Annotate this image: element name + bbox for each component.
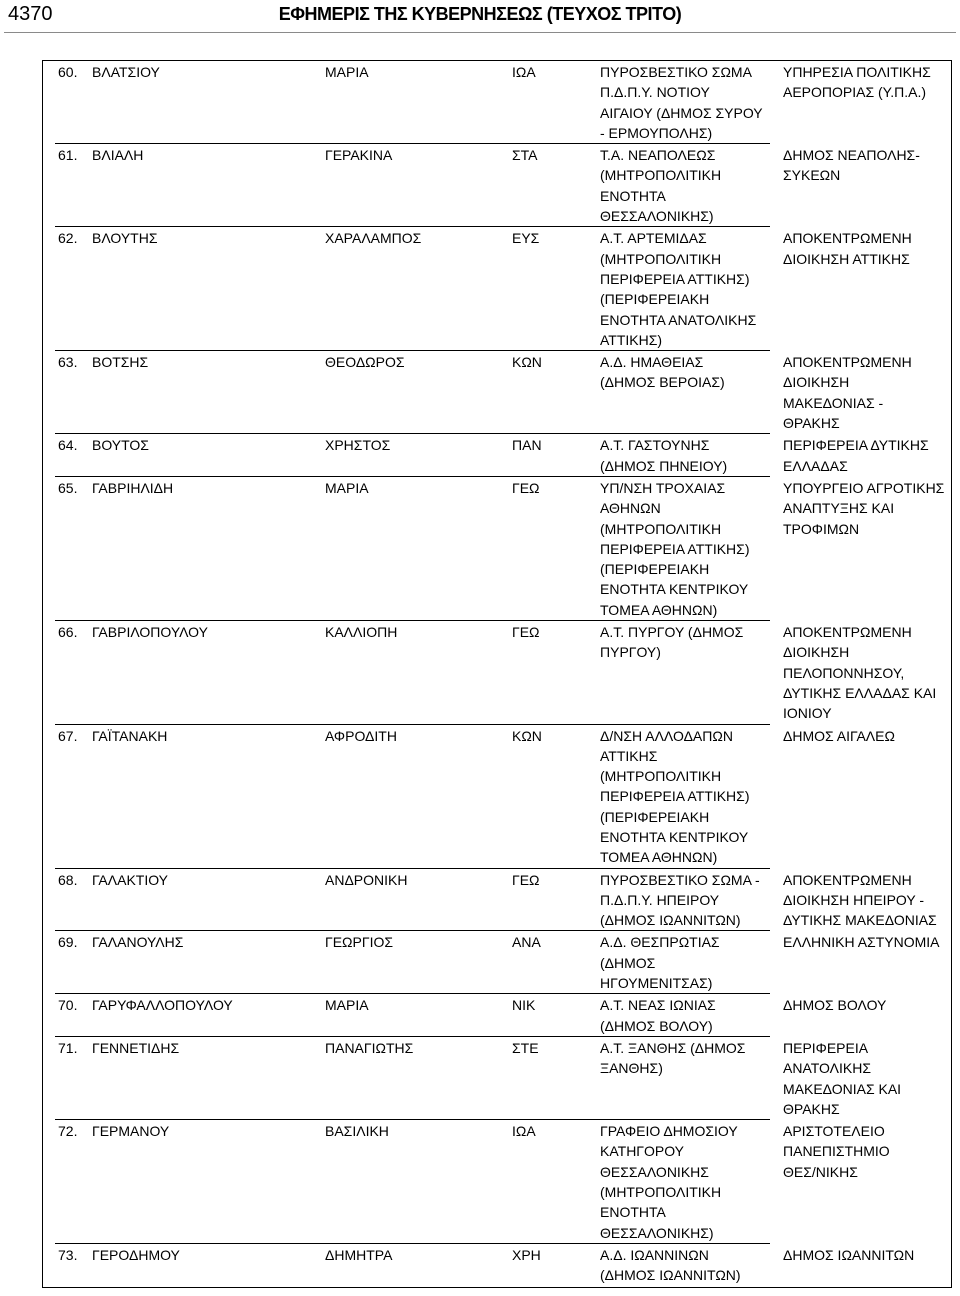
current-service-line: Α.Δ. ΗΜΑΘΕΙΑΣ bbox=[600, 354, 704, 371]
new-service-cell bbox=[783, 995, 951, 1036]
current-service-line: ΑΘΗΝΩΝ bbox=[600, 500, 661, 517]
current-service-line: ΞΑΝΘΗΣ) bbox=[600, 1060, 663, 1077]
father-name: ΓΕΩ bbox=[512, 871, 540, 888]
name-cell bbox=[43, 726, 325, 868]
new-service-line: ΔΙΟΙΚΗΣΗ bbox=[783, 374, 850, 391]
name-cell bbox=[43, 352, 325, 433]
current-service-line: ΠΥΡΟΣΒΕΣΤΙΚΟ ΣΩΜΑ bbox=[600, 64, 752, 80]
current-service-line: (ΜΗΤΡΟΠΟΛΙΤΙΚΗ bbox=[600, 1184, 722, 1201]
name-cell bbox=[43, 1245, 325, 1286]
name-cell bbox=[43, 1121, 325, 1243]
current-service-line: Α.Δ. ΘΕΣΠΡΩΤΙΑΣ bbox=[600, 934, 720, 951]
new-service-line: ΠΕΡΙΦΕΡΕΙΑ ΔΥΤΙΚΗΣ bbox=[783, 437, 929, 454]
table-row bbox=[43, 1244, 951, 1287]
current-service-line: ΠΥΡΓΟΥ) bbox=[600, 644, 661, 661]
entry-number: 63. bbox=[58, 354, 78, 371]
name-cell bbox=[43, 995, 325, 1036]
current-service-cell bbox=[600, 870, 783, 931]
current-service-line: ΠΕΡΙΦΕΡΕΙΑ ΑΤΤΙΚΗΣ) bbox=[600, 270, 750, 287]
current-service-cell bbox=[600, 932, 783, 993]
current-service-line: Π.Δ.Π.Υ. ΗΠΕΙΡΟΥ bbox=[600, 891, 720, 908]
current-service-line: Α.Τ. ΞΑΝΘΗΣ (ΔΗΜΟΣ bbox=[600, 1039, 746, 1056]
new-service-line: ΙΟΝΙΟΥ bbox=[783, 705, 832, 722]
father-name: ΣΤΑ bbox=[512, 147, 538, 164]
first-name: ΒΑΣΙΛΙΚΗ bbox=[325, 1123, 389, 1140]
first-name: ΜΑΡΙΑ bbox=[325, 479, 369, 496]
new-service-line: ΕΛΛΗΝΙΚΗ ΑΣΤΥΝΟΜΙΑ bbox=[783, 934, 940, 951]
current-service-line: (ΜΗΤΡΟΠΟΛΙΤΙΚΗ bbox=[600, 167, 722, 184]
surname: ΒΛΙΑΛΗ bbox=[92, 147, 144, 164]
new-service-line: ΔΗΜΟΣ ΝΕΑΠΟΛΗΣ- bbox=[783, 147, 920, 164]
current-service-line: ΕΝΟΤΗΤΑ bbox=[600, 1204, 666, 1221]
new-service-line: ΜΑΚΕΔΟΝΙΑΣ ΚΑΙ bbox=[783, 1080, 902, 1097]
table-row bbox=[43, 227, 951, 351]
surname: ΓΑΡΥΦΑΛΛΟΠΟΥΛΟΥ bbox=[92, 997, 233, 1014]
first-name: ΧΡΗΣΤΟΣ bbox=[325, 437, 391, 454]
new-service-cell bbox=[783, 228, 951, 350]
current-service-line: ΑΤΤΙΚΗΣ bbox=[600, 747, 658, 764]
current-service-line: (ΜΗΤΡΟΠΟΛΙΤΙΚΗ bbox=[600, 250, 722, 267]
father-name: ΚΩΝ bbox=[512, 727, 542, 744]
new-service-line: ΕΛΛΑΔΑΣ bbox=[783, 457, 848, 474]
current-service-cell bbox=[600, 1121, 783, 1243]
table-row bbox=[43, 931, 951, 994]
father-name: ΙΩΑ bbox=[512, 1123, 536, 1140]
father-name: ΚΩΝ bbox=[512, 354, 542, 371]
entry-number: 66. bbox=[58, 624, 78, 641]
new-service-line: ΔΥΤΙΚΗΣ ΜΑΚΕΔΟΝΙΑΣ bbox=[783, 912, 937, 929]
surname: ΒΟΥΤΟΣ bbox=[92, 437, 149, 454]
new-service-line: ΑΠΟΚΕΝΤΡΩΜΕΝΗ bbox=[783, 624, 912, 641]
current-service-line: Π.Δ.Π.Υ. ΝΟΤΙΟΥ bbox=[600, 84, 710, 101]
current-service-line: Δ/ΝΣΗ ΑΛΛΟΔΑΠΩΝ bbox=[600, 727, 733, 744]
entry-number: 68. bbox=[58, 871, 78, 888]
gazette-title: ΕΦΗΜΕΡΙΣ ΤΗΣ ΚΥΒΕΡΝΗΣΕΩΣ (ΤΕΥΧΟΣ ΤΡΙΤΟ) bbox=[278, 4, 682, 24]
current-service-cell bbox=[600, 435, 783, 476]
father-name: ΣΤΕ bbox=[512, 1039, 539, 1056]
table-row bbox=[43, 61, 951, 144]
surname: ΓΑΪΤΑΝΑΚΗ bbox=[92, 727, 168, 744]
current-service-cell bbox=[600, 228, 783, 350]
surname: ΓΕΡΜΑΝΟΥ bbox=[92, 1123, 170, 1140]
current-service-cell bbox=[600, 145, 783, 226]
current-service-cell bbox=[600, 622, 783, 723]
new-service-line: ΔΗΜΟΣ ΙΩΑΝΝΙΤΩΝ bbox=[783, 1246, 915, 1263]
table-row bbox=[43, 434, 951, 477]
new-service-line: ΘΡΑΚΗΣ bbox=[783, 415, 840, 432]
current-service-cell bbox=[600, 995, 783, 1036]
new-service-line: ΥΠΗΡΕΣΙΑ ΠΟΛΙΤΙΚΗΣ bbox=[783, 64, 931, 80]
new-service-line: ΑΕΡΟΠΟΡΙΑΣ (Υ.Π.Α.) bbox=[783, 84, 927, 101]
new-service-cell bbox=[783, 62, 951, 143]
current-service-line: - ΕΡΜΟΥΠΟΛΗΣ) bbox=[600, 124, 713, 141]
page-header bbox=[0, 0, 960, 32]
table-row bbox=[43, 144, 951, 227]
current-service-line: ΚΑΤΗΓΟΡΟΥ bbox=[600, 1143, 685, 1160]
current-service-line: (ΜΗΤΡΟΠΟΛΙΤΙΚΗ bbox=[600, 520, 722, 537]
new-service-line: ΔΗΜΟΣ ΑΙΓΑΛΕΩ bbox=[783, 727, 895, 744]
entry-number: 67. bbox=[58, 727, 78, 744]
entry-number: 62. bbox=[58, 230, 78, 247]
entry-number: 60. bbox=[58, 64, 78, 80]
new-service-line: ΥΠΟΥΡΓΕΙΟ ΑΓΡΟΤΙΚΗΣ bbox=[783, 479, 945, 496]
new-service-cell bbox=[783, 1121, 951, 1243]
entry-number: 70. bbox=[58, 997, 78, 1014]
new-service-line: ΑΡΙΣΤΟΤΕΛΕΙΟ bbox=[783, 1123, 885, 1140]
new-service-line: ΘΡΑΚΗΣ bbox=[783, 1100, 840, 1117]
new-service-line: ΔΗΜΟΣ ΒΟΛΟΥ bbox=[783, 997, 887, 1014]
father-name: ΙΩΑ bbox=[512, 64, 536, 80]
new-service-line: ΑΠΟΚΕΝΤΡΩΜΕΝΗ bbox=[783, 230, 912, 247]
current-service-line: ΤΟΜΕΑ ΑΘΗΝΩΝ) bbox=[600, 601, 718, 618]
new-service-line: ΠΕΡΙΦΕΡΕΙΑ bbox=[783, 1039, 869, 1056]
new-service-line: ΔΙΟΙΚΗΣΗ bbox=[783, 644, 850, 661]
current-service-line: ΘΕΣΣΑΛΟΝΙΚΗΣ) bbox=[600, 1224, 714, 1241]
first-name: ΑΝΔΡΟΝΙΚΗ bbox=[325, 871, 408, 888]
name-cell bbox=[43, 478, 325, 620]
current-service-line: ΕΝΟΤΗΤΑ ΚΕΝΤΡΙΚΟΥ bbox=[600, 581, 749, 598]
first-name: ΧΑΡΑΛΑΜΠΟΣ bbox=[325, 230, 422, 247]
table-row bbox=[43, 869, 951, 932]
current-service-cell bbox=[600, 1038, 783, 1119]
table-row bbox=[43, 1120, 951, 1244]
current-service-line: (ΜΗΤΡΟΠΟΛΙΤΙΚΗ bbox=[600, 768, 722, 785]
current-service-line: ΠΕΡΙΦΕΡΕΙΑ ΑΤΤΙΚΗΣ) bbox=[600, 788, 750, 805]
current-service-line: Τ.Α. ΝΕΑΠΟΛΕΩΣ bbox=[600, 147, 716, 164]
surname: ΓΑΛΑΝΟΥΛΗΣ bbox=[92, 934, 184, 951]
new-service-line: ΣΥΚΕΩΝ bbox=[783, 167, 841, 184]
header-rule bbox=[4, 32, 956, 33]
current-service-line: ΑΙΓΑΙΟΥ (ΔΗΜΟΣ ΣΥΡΟΥ bbox=[600, 104, 763, 121]
name-cell bbox=[43, 145, 325, 226]
father-name: ΓΕΩ bbox=[512, 479, 540, 496]
new-service-cell bbox=[783, 1245, 951, 1286]
current-service-cell bbox=[600, 478, 783, 620]
current-service-line: (ΔΗΜΟΣ ΠΗΝΕΙΟΥ) bbox=[600, 457, 728, 474]
first-name: ΚΑΛΛΙΟΠΗ bbox=[325, 624, 398, 641]
appointments-table bbox=[42, 60, 952, 1288]
first-name: ΔΗΜΗΤΡΑ bbox=[325, 1246, 393, 1263]
new-service-line: ΑΝΑΠΤΥΞΗΣ ΚΑΙ bbox=[783, 500, 895, 517]
name-cell bbox=[43, 622, 325, 723]
new-service-cell bbox=[783, 145, 951, 226]
father-name: ΓΕΩ bbox=[512, 624, 540, 641]
new-service-line: ΜΑΚΕΔΟΝΙΑΣ - bbox=[783, 394, 884, 411]
current-service-line: ΓΡΑΦΕΙΟ ΔΗΜΟΣΙΟΥ bbox=[600, 1123, 738, 1140]
table-row bbox=[43, 621, 951, 724]
entry-number: 65. bbox=[58, 479, 78, 496]
current-service-line: ΕΝΟΤΗΤΑ ΚΕΝΤΡΙΚΟΥ bbox=[600, 828, 749, 845]
current-service-line: ΤΟΜΕΑ ΑΘΗΝΩΝ) bbox=[600, 849, 718, 866]
page-number: 4370 bbox=[8, 3, 53, 25]
surname: ΓΕΡΟΔΗΜΟΥ bbox=[92, 1246, 180, 1263]
current-service-line: (ΔΗΜΟΣ ΙΩΑΝΝΙΤΩΝ) bbox=[600, 912, 741, 929]
new-service-line: ΔΙΟΙΚΗΣΗ ΗΠΕΙΡΟΥ - bbox=[783, 891, 924, 908]
new-service-cell bbox=[783, 932, 951, 993]
entry-number: 71. bbox=[58, 1039, 78, 1056]
new-service-line: ΑΝΑΤΟΛΙΚΗΣ bbox=[783, 1060, 872, 1077]
father-name: ΧΡΗ bbox=[512, 1246, 541, 1263]
entry-number: 64. bbox=[58, 437, 78, 454]
new-service-cell bbox=[783, 870, 951, 931]
current-service-line: Α.Τ. ΝΕΑΣ ΙΩΝΙΑΣ bbox=[600, 997, 716, 1014]
first-name: ΓΕΡΑΚΙΝΑ bbox=[325, 147, 393, 164]
name-cell bbox=[43, 62, 325, 143]
current-service-cell bbox=[600, 1245, 783, 1286]
current-service-line: Α.Τ. ΓΑΣΤΟΥΝΗΣ bbox=[600, 437, 710, 454]
first-name: ΠΑΝΑΓΙΩΤΗΣ bbox=[325, 1039, 414, 1056]
first-name: ΓΕΩΡΓΙΟΣ bbox=[325, 934, 393, 951]
new-service-cell bbox=[783, 435, 951, 476]
entry-number: 73. bbox=[58, 1246, 78, 1263]
current-service-line: ΑΤΤΙΚΗΣ) bbox=[600, 331, 663, 348]
current-service-line: ΕΝΟΤΗΤΑ bbox=[600, 187, 666, 204]
new-service-line: ΑΠΟΚΕΝΤΡΩΜΕΝΗ bbox=[783, 354, 912, 371]
name-cell bbox=[43, 228, 325, 350]
current-service-line: Α.Δ. ΙΩΑΝΝΙΝΩΝ bbox=[600, 1246, 709, 1263]
father-name: ΑΝΑ bbox=[512, 934, 541, 951]
surname: ΓΕΝΝΕΤΙΔΗΣ bbox=[92, 1039, 180, 1056]
new-service-cell bbox=[783, 352, 951, 433]
new-service-line: ΑΠΟΚΕΝΤΡΩΜΕΝΗ bbox=[783, 871, 912, 888]
current-service-line: ΠΕΡΙΦΕΡΕΙΑ ΑΤΤΙΚΗΣ) bbox=[600, 540, 750, 557]
entry-number: 61. bbox=[58, 147, 78, 164]
current-service-cell bbox=[600, 726, 783, 868]
entry-number: 69. bbox=[58, 934, 78, 951]
current-service-line: (ΠΕΡΙΦΕΡΕΙΑΚΗ bbox=[600, 291, 710, 308]
new-service-cell bbox=[783, 622, 951, 723]
current-service-line: ΘΕΣΣΑΛΟΝΙΚΗΣ) bbox=[600, 208, 714, 225]
current-service-cell bbox=[600, 352, 783, 433]
name-cell bbox=[43, 435, 325, 476]
surname: ΓΑΛΑΚΤΙΟΥ bbox=[92, 871, 169, 888]
surname: ΒΟΤΣΗΣ bbox=[92, 354, 149, 371]
current-service-line: ΥΠ/ΝΣΗ ΤΡΟΧΑΙΑΣ bbox=[600, 479, 726, 496]
new-service-line: ΤΡΟΦΙΜΩΝ bbox=[783, 520, 860, 537]
new-service-line: ΘΕΣ/ΝΙΚΗΣ bbox=[783, 1163, 858, 1180]
current-service-line: (ΠΕΡΙΦΕΡΕΙΑΚΗ bbox=[600, 808, 710, 825]
name-cell bbox=[43, 932, 325, 993]
new-service-line: ΔΥΤΙΚΗΣ ΕΛΛΑΔΑΣ ΚΑΙ bbox=[783, 684, 937, 701]
first-name: ΜΑΡΙΑ bbox=[325, 64, 369, 80]
entry-number: 72. bbox=[58, 1123, 78, 1140]
father-name: ΝΙΚ bbox=[512, 997, 536, 1014]
surname: ΓΑΒΡΙΗΛΙΔΗ bbox=[92, 479, 174, 496]
new-service-line: ΠΕΛΟΠΟΝΝΗΣΟΥ, bbox=[783, 664, 905, 681]
first-name: ΑΦΡΟΔΙΤΗ bbox=[325, 727, 397, 744]
table-row bbox=[43, 477, 951, 621]
table-row bbox=[43, 725, 951, 869]
current-service-line: ΗΓΟΥΜΕΝΙΤΣΑΣ) bbox=[600, 975, 713, 992]
current-service-line: ΕΝΟΤΗΤΑ ΑΝΑΤΟΛΙΚΗΣ bbox=[600, 311, 757, 328]
new-service-cell bbox=[783, 478, 951, 620]
table-row bbox=[43, 351, 951, 434]
table-row bbox=[43, 1037, 951, 1120]
name-cell bbox=[43, 1038, 325, 1119]
first-name: ΘΕΟΔΩΡΟΣ bbox=[325, 354, 405, 371]
father-name: ΕΥΣ bbox=[512, 230, 540, 247]
current-service-line: Α.Τ. ΠΥΡΓΟΥ (ΔΗΜΟΣ bbox=[600, 624, 744, 641]
current-service-line: ΠΥΡΟΣΒΕΣΤΙΚΟ ΣΩΜΑ - bbox=[600, 871, 760, 888]
new-service-line: ΠΑΝΕΠΙΣΤΗΜΙΟ bbox=[783, 1143, 890, 1160]
current-service-line: (ΔΗΜΟΣ ΙΩΑΝΝΙΤΩΝ) bbox=[600, 1267, 741, 1284]
father-name: ΠΑΝ bbox=[512, 437, 542, 454]
new-service-cell bbox=[783, 726, 951, 868]
surname: ΒΛΟΥΤΗΣ bbox=[92, 230, 158, 247]
current-service-line: ΘΕΣΣΑΛΟΝΙΚΗΣ bbox=[600, 1163, 709, 1180]
name-cell bbox=[43, 870, 325, 931]
first-name: ΜΑΡΙΑ bbox=[325, 997, 369, 1014]
current-service-line: (ΠΕΡΙΦΕΡΕΙΑΚΗ bbox=[600, 561, 710, 578]
surname: ΒΛΑΤΣΙΟΥ bbox=[92, 64, 160, 80]
current-service-line: Α.Τ. ΑΡΤΕΜΙΔΑΣ bbox=[600, 230, 707, 247]
surname: ΓΑΒΡΙΛΟΠΟΥΛΟΥ bbox=[92, 624, 208, 641]
new-service-line: ΔΙΟΙΚΗΣΗ ΑΤΤΙΚΗΣ bbox=[783, 250, 910, 267]
new-service-cell bbox=[783, 1038, 951, 1119]
current-service-line: (ΔΗΜΟΣ bbox=[600, 954, 656, 971]
table-row bbox=[43, 994, 951, 1037]
current-service-line: (ΔΗΜΟΣ ΒΟΛΟΥ) bbox=[600, 1017, 713, 1034]
current-service-line: (ΔΗΜΟΣ ΒΕΡΟΙΑΣ) bbox=[600, 374, 725, 391]
current-service-cell bbox=[600, 62, 783, 143]
